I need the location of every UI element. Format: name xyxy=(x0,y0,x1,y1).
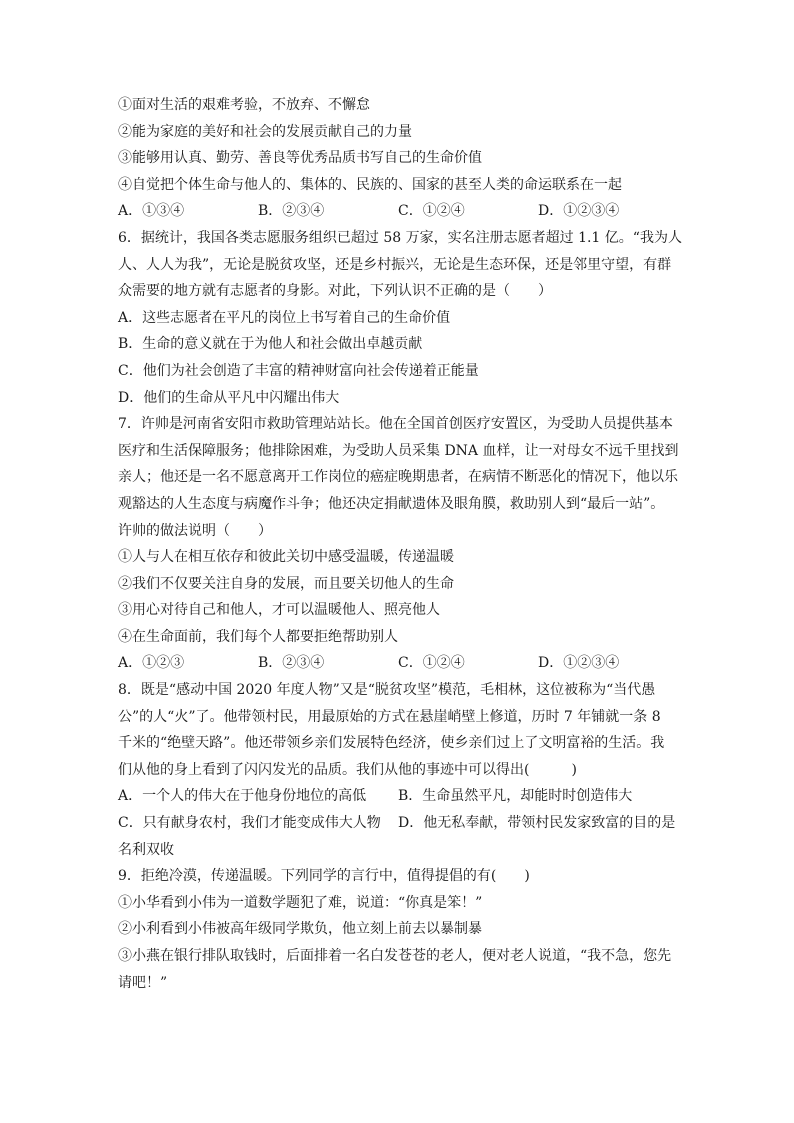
q6-option-d[interactable]: D．他们的生命从平凡中闪耀出伟大 xyxy=(118,389,340,406)
q9-stem: 9．拒绝冷漠，传递温暖。下列同学的言行中，值得提倡的有( ) xyxy=(118,868,530,885)
q8-option-d[interactable]: D．他无私奉献，带领村民发家致富的目的是 xyxy=(398,815,676,832)
q7-item: ①人与人在相互依存和彼此关切中感受温暖，传递温暖 xyxy=(118,549,454,566)
q8-stem-line: 们从他的身上看到了闪闪发光的品质。我们从他的事迹中可以得出( ) xyxy=(118,761,577,778)
q8-stem-line: 千米的“绝壁天路”。他还带领乡亲们发展特色经济，使乡亲们过上了文明富裕的生活。我 xyxy=(118,735,665,752)
q7-option-a[interactable]: A．①②③ xyxy=(118,655,185,672)
q7-item: ②我们不仅要关注自身的发展，而且要关切他人的生命 xyxy=(118,575,454,592)
q8-options-row-2 xyxy=(118,810,684,837)
q5-item: ④自觉把个体生命与他人的、集体的、民族的、国家的甚至人类的命运联系在一起 xyxy=(118,176,622,193)
q8-option-a[interactable]: A．一个人的伟大在于他身份地位的高低 xyxy=(118,788,367,805)
q6-stem-line: 人、人人为我”，无论是脱贫攻坚，还是乡村振兴，无论是生态环保，还是邻里守望，有群 xyxy=(118,256,672,273)
q8-stem-line: 公”的人“火”了。他带领村民，用最原始的方式在悬崖峭壁上修道，历时 7 年铺就一条 8 xyxy=(118,708,661,725)
q7-option-b[interactable]: B．②③④ xyxy=(258,655,325,672)
q8-stem-line: 8．既是“感动中国 2020 年度人物”又是“脱贫攻坚”模范，毛相林，这位被称为“当代愚 xyxy=(118,682,656,699)
q7-option-c[interactable]: C．①②④ xyxy=(398,655,465,672)
q5-item: ②能为家庭的美好和社会的发展贡献自己的力量 xyxy=(118,123,412,140)
page-content xyxy=(118,92,684,996)
q6-option-c[interactable]: C．他们为社会创造了丰富的精神财富向社会传递着正能量 xyxy=(118,362,479,379)
q7-stem-line: 许帅的做法说明（ ） xyxy=(118,522,272,539)
q5-item: ③能够用认真、勤劳、善良等优秀品质书写自己的生命价值 xyxy=(118,150,482,167)
q9-item: ②小利看到小伟被高年级同学欺负，他立刻上前去以暴制暴 xyxy=(118,921,482,938)
q8-option-b[interactable]: B．生命虽然平凡，却能时时创造伟大 xyxy=(398,788,633,805)
q7-stem-line: 亲人；他还是一名不愿意离开工作岗位的癌症晚期患者，在病情不断恶化的情况下，他以乐 xyxy=(118,469,678,486)
q7-option-d[interactable]: D．①②③④ xyxy=(538,655,620,672)
q6-stem-line: 众需要的地方就有志愿者的身影。对此，下列认识不正确的是（ ） xyxy=(118,283,552,300)
q8-option-c[interactable]: C．只有献身农村，我们才能变成伟大人物 xyxy=(118,815,381,832)
q9-item: ①小华看到小伟为一道数学题犯了难，说道：“你真是笨！” xyxy=(118,894,483,911)
q6-option-a[interactable]: A．这些志愿者在平凡的岗位上书写着自己的生命价值 xyxy=(118,309,451,326)
q7-stem-line: 7．许帅是河南省安阳市救助管理站站长。他在全国首创医疗安置区，为受助人员提供基本 xyxy=(118,416,673,433)
q7-item: ③用心对待自己和他人，才可以温暖他人、照亮他人 xyxy=(118,602,440,619)
q7-options xyxy=(118,650,684,677)
q7-item: ④在生命面前，我们每个人都要拒绝帮助别人 xyxy=(118,628,398,645)
q6-option-b[interactable]: B．生命的意义就在于为他人和社会做出卓越贡献 xyxy=(118,336,423,353)
q8-option-d-continued[interactable]: 名利双收 xyxy=(118,841,174,858)
q5-option-b[interactable]: B．②③④ xyxy=(258,203,325,220)
q5-option-c[interactable]: C．①②④ xyxy=(398,203,465,220)
q5-option-a[interactable]: A．①③④ xyxy=(118,203,185,220)
q9-item: ③小燕在银行排队取钱时，后面排着一名白发苍苍的老人，便对老人说道，“我不急，您先 xyxy=(118,948,672,964)
q7-stem-line: 医疗和生活保障服务；他排除困难，为受助人员采集 DNA 血样，让一对母女不远千里找到 xyxy=(118,442,679,459)
q5-item: ①面对生活的艰难考验，不放弃、不懈怠 xyxy=(118,97,370,113)
q5-option-d[interactable]: D．①②③④ xyxy=(538,203,620,220)
q7-stem-line: 观豁达的人生态度与病魔作斗争；他还决定捐献遗体及眼角膜，救助别人到“最后一站”。 xyxy=(118,495,665,512)
q5-options xyxy=(118,198,684,225)
q8-options-row-1 xyxy=(118,783,684,810)
q9-item-continued: 请吧！” xyxy=(118,974,168,991)
q6-stem-line: 6．据统计，我国各类志愿服务组织已超过 58 万家，实名注册志愿者超过 1.1 亿。“我为人 xyxy=(118,229,682,246)
